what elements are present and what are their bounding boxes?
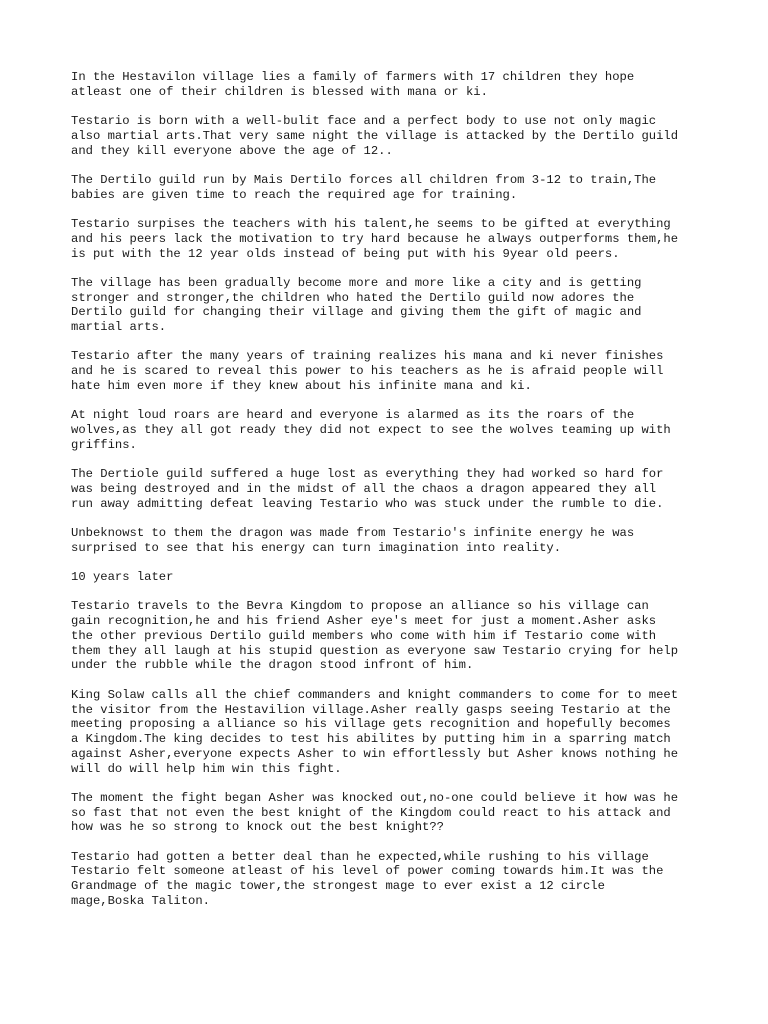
paragraph-11: Testario travels to the Bevra Kingdom to propose an alliance so his village can gain recognition,he and his friend Asher eye's meet for just a moment.Asher asks the other previous Dertilo guild members who come with him if Testario come with them they all laugh at his stupid question as everyone saw Testario crying for help under the rubble while the dragon stood infront of him. xyxy=(71,599,679,673)
paragraph-7: At night loud roars are heard and everyone is alarmed as its the roars of the wolves,as they all got ready they did not expect to see the wolves teaming up with griffins. xyxy=(71,408,671,452)
paragraph-5: The village has been gradually become more and more like a city and is getting stronger and stronger,the children who hated the Dertilo guild now adores the Dertilo guild for changing their village and giving them the gift of magic and martial arts. xyxy=(71,275,642,335)
paragraph-14: Testario had gotten a better deal than he expected,while rushing to his village Testario felt someone atleast of his level of power coming towards him.It was the Grandmage of the magic tower,the strongest mage to ever exist a 12 circle mage,Boska Taliton. xyxy=(71,849,664,908)
paragraph-3: The Dertilo guild run by Mais Dertilo forces all children from 3-12 to train,The babies are given time to reach the required age for training. xyxy=(71,172,657,202)
paragraph-4: Testario surpises the teachers with his talent,he seems to be gifted at everything and his peers lack the motivation to try hard because he always outperforms them,he is put with the 12 year olds instead of being put with his 9year old peers. xyxy=(71,217,679,261)
paragraph-2: Testario is born with a well-bulit face and a perfect body to use not only magic also martial arts.That very same night the village is attacked by the Dertilo guild and they kill everyone above the age of 12.. xyxy=(71,114,679,158)
document-page xyxy=(71,70,711,923)
paragraph-1: In the Hestavilon village lies a family of farmers with 17 children they hope atleast one of their children is blessed with mana or ki. xyxy=(71,70,635,99)
paragraph-8: The Dertiole guild suffered a huge lost as everything they had worked so hard for was being destroyed and in the midst of all the chaos a dragon appeared they all run away admitting defeat leaving Testario who was stuck under the rumble to die. xyxy=(71,467,664,511)
paragraph-9: Unbeknowst to them the dragon was made from Testario's infinite energy he was surprised to see that his energy can turn imagination into reality. xyxy=(71,526,635,555)
paragraph-13: The moment the fight began Asher was knocked out,no-one could believe it how was he so fast that not even the best knight of the Kingdom could react to his attack and how was he so strong to knock out the best knight?? xyxy=(71,790,679,835)
paragraph-6: Testario after the many years of training realizes his mana and ki never finishes and he is scared to reveal this power to his teachers as he is afraid people will hate him even more if they knew about his infinite mana and ki. xyxy=(71,349,664,393)
paragraph-12: King Solaw calls all the chief commanders and knight commanders to come for to meet the visitor from the Hestavilion village.Asher really gasps seeing Testario at the meeting proposing a alliance so his village gets recognition and hopefully becomes a Kingdom.The king decides to test his abilites by putting him in a sparring match against Asher,everyone expects Asher to win effortlessly but Asher knows nothing he will do will help him win this fight. xyxy=(71,687,679,776)
paragraph-10: 10 years later xyxy=(71,570,174,585)
